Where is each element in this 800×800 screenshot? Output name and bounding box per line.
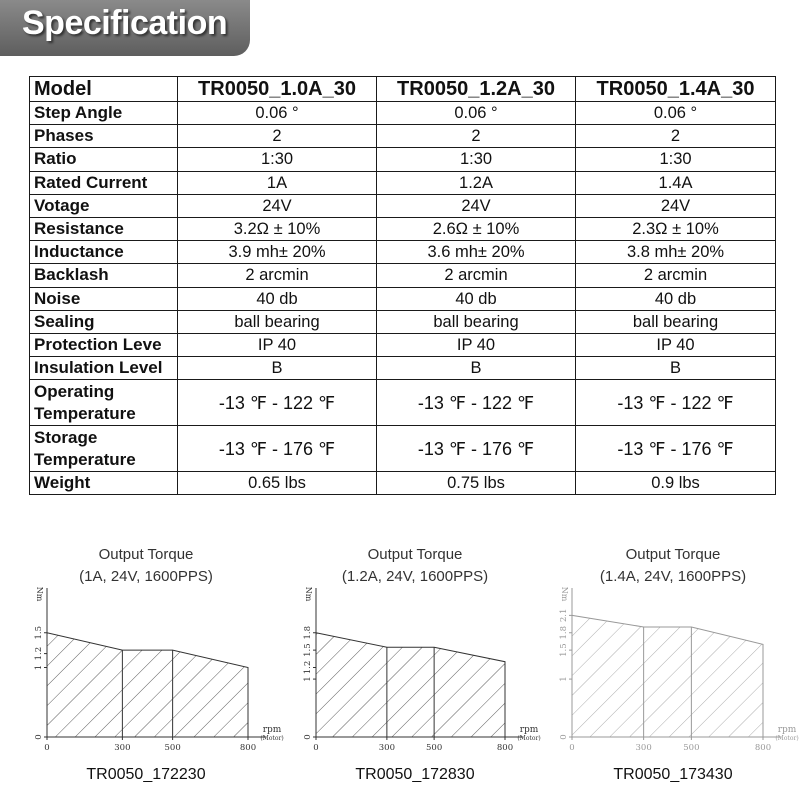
chart-title-block: [16, 544, 276, 588]
row-value: 3.2Ω ± 10%: [178, 217, 377, 240]
row-value: 2: [377, 125, 576, 148]
y-tick-label: 0: [303, 734, 313, 740]
y-tick-label: 1.5: [303, 643, 313, 657]
y-tick-label: 1: [559, 676, 569, 682]
row-value: 40 db: [178, 287, 377, 310]
row-value: 24V: [576, 194, 776, 217]
table-row: [30, 333, 776, 356]
table-row: [30, 426, 776, 472]
table-row: [30, 194, 776, 217]
x-axis-label: rpm: [519, 725, 539, 735]
row-value: 1A: [178, 171, 377, 194]
row-value: ball bearing: [377, 310, 576, 333]
row-label: Rated Current: [30, 171, 178, 194]
chart-subtitle: (1.2A, 24V, 1600PPS): [341, 568, 489, 585]
x-axis-sublabel: (Motor): [517, 735, 541, 742]
row-value: 2 arcmin: [377, 264, 576, 287]
row-label: Ratio: [30, 148, 178, 171]
table-row: [30, 472, 776, 495]
row-value: 0.65 lbs: [178, 472, 377, 495]
row-label: Insulation Level: [30, 357, 178, 380]
row-value: 3.6 mh± 20%: [377, 241, 576, 264]
row-value: -13 ℉ - 122 ℉: [178, 380, 377, 426]
x-axis-label: rpm: [777, 725, 797, 735]
chart-title-block: [285, 544, 545, 588]
chart-title: Output Torque: [367, 546, 463, 563]
x-axis-label: rpm: [262, 725, 282, 735]
row-label: Noise: [30, 287, 178, 310]
row-value: -13 ℉ - 176 ℉: [576, 426, 776, 472]
row-value: 1.2A: [377, 171, 576, 194]
header-model-2: TR0050_1.2A_30: [377, 77, 576, 102]
table-row: [30, 171, 776, 194]
row-value: 40 db: [576, 287, 776, 310]
chart-caption: TR0050_172230: [86, 766, 206, 783]
y-tick-label: 1.8: [303, 625, 313, 640]
specification-banner: [0, 0, 250, 56]
y-tick-label: 1.8: [559, 625, 569, 640]
row-value: 2 arcmin: [178, 264, 377, 287]
row-label: Weight: [30, 472, 178, 495]
chart-caption: TR0050_172830: [355, 766, 475, 783]
chart-subtitle: (1.4A, 24V, 1600PPS): [599, 568, 747, 585]
row-value: -13 ℉ - 176 ℉: [377, 426, 576, 472]
table-row: [30, 241, 776, 264]
row-value: 0.9 lbs: [576, 472, 776, 495]
header-model: Model: [30, 77, 178, 102]
row-value: IP 40: [178, 333, 377, 356]
row-value: 0.06 °: [178, 102, 377, 125]
row-value: 3.8 mh± 20%: [576, 241, 776, 264]
row-label: Backlash: [30, 264, 178, 287]
torque-area: [316, 633, 505, 737]
chart-title: Output Torque: [98, 546, 194, 563]
row-value: 2: [576, 125, 776, 148]
x-tick-label: 0: [569, 743, 575, 753]
header-model-3: TR0050_1.4A_30: [576, 77, 776, 102]
y-tick-label: 1: [303, 676, 313, 682]
row-label: Storage Temperature: [30, 426, 178, 472]
x-tick-label: 500: [426, 743, 443, 753]
table-row: [30, 217, 776, 240]
table-row: [30, 125, 776, 148]
banner-title: Specification: [22, 4, 228, 42]
row-value: 0.75 lbs: [377, 472, 576, 495]
spec-table-body: [30, 102, 776, 495]
row-value: IP 40: [576, 333, 776, 356]
row-value: 2 arcmin: [576, 264, 776, 287]
y-tick-label: 1.5: [559, 643, 569, 657]
header-model-1: TR0050_1.0A_30: [178, 77, 377, 102]
chart-caption: TR0050_173430: [613, 766, 733, 783]
row-label: Votage: [30, 194, 178, 217]
x-tick-label: 300: [635, 743, 652, 753]
row-value: 24V: [178, 194, 377, 217]
row-label: Step Angle: [30, 102, 178, 125]
table-row: [30, 357, 776, 380]
y-tick-label: 0: [34, 734, 44, 740]
row-value: ball bearing: [576, 310, 776, 333]
row-value: -13 ℉ - 122 ℉: [377, 380, 576, 426]
row-value: ball bearing: [178, 310, 377, 333]
y-axis-label: Nm: [35, 586, 44, 602]
x-tick-label: 800: [754, 743, 772, 753]
table-row: [30, 287, 776, 310]
table-row: [30, 148, 776, 171]
chart-title: Output Torque: [625, 546, 721, 563]
row-value: 0.06 °: [377, 102, 576, 125]
x-tick-label: 500: [164, 743, 181, 753]
row-value: B: [178, 357, 377, 380]
x-tick-label: 300: [114, 743, 131, 753]
row-label: Phases: [30, 125, 178, 148]
x-tick-label: 500: [683, 743, 700, 753]
y-axis-label: Nm: [304, 586, 313, 602]
row-label: Operating Temperature: [30, 380, 178, 426]
torque-area: [572, 615, 763, 737]
row-value: 1:30: [377, 148, 576, 171]
table-row: [30, 264, 776, 287]
x-tick-label: 0: [44, 743, 50, 753]
y-tick-label: 1.5: [34, 625, 44, 640]
x-tick-label: 800: [239, 743, 257, 753]
y-tick-label: 1: [34, 664, 44, 671]
spec-table: [29, 76, 776, 495]
row-value: 0.06 °: [576, 102, 776, 125]
row-value: 2.6Ω ± 10%: [377, 217, 576, 240]
chart-title-block: [543, 544, 800, 588]
x-axis-sublabel: (Motor): [260, 735, 284, 742]
row-value: -13 ℉ - 122 ℉: [576, 380, 776, 426]
row-label: Inductance: [30, 241, 178, 264]
row-value: 40 db: [377, 287, 576, 310]
x-tick-label: 800: [496, 743, 514, 753]
table-row: [30, 102, 776, 125]
y-axis-label: Nm: [560, 586, 569, 602]
table-row: [30, 310, 776, 333]
row-value: 2.3Ω ± 10%: [576, 217, 776, 240]
row-label: Resistance: [30, 217, 178, 240]
row-value: 1.4A: [576, 171, 776, 194]
y-tick-label: 1.2: [34, 646, 44, 661]
row-label: Sealing: [30, 310, 178, 333]
y-tick-label: 1.2: [303, 660, 313, 675]
spec-header-row: [30, 77, 776, 102]
row-value: B: [576, 357, 776, 380]
row-value: -13 ℉ - 176 ℉: [178, 426, 377, 472]
row-value: 1:30: [576, 148, 776, 171]
row-value: 1:30: [178, 148, 377, 171]
x-axis-sublabel: (Motor): [775, 735, 799, 742]
row-value: 3.9 mh± 20%: [178, 241, 377, 264]
y-tick-label: 0: [559, 734, 569, 740]
row-value: 2: [178, 125, 377, 148]
row-value: B: [377, 357, 576, 380]
torque-area: [47, 633, 248, 737]
table-row: [30, 380, 776, 426]
y-tick-label: 2.1: [559, 608, 569, 623]
row-value: IP 40: [377, 333, 576, 356]
chart-subtitle: (1A, 24V, 1600PPS): [79, 568, 213, 585]
row-label: Protection Leve: [30, 333, 178, 356]
x-tick-label: 300: [378, 743, 395, 753]
x-tick-label: 0: [313, 743, 319, 753]
row-value: 24V: [377, 194, 576, 217]
